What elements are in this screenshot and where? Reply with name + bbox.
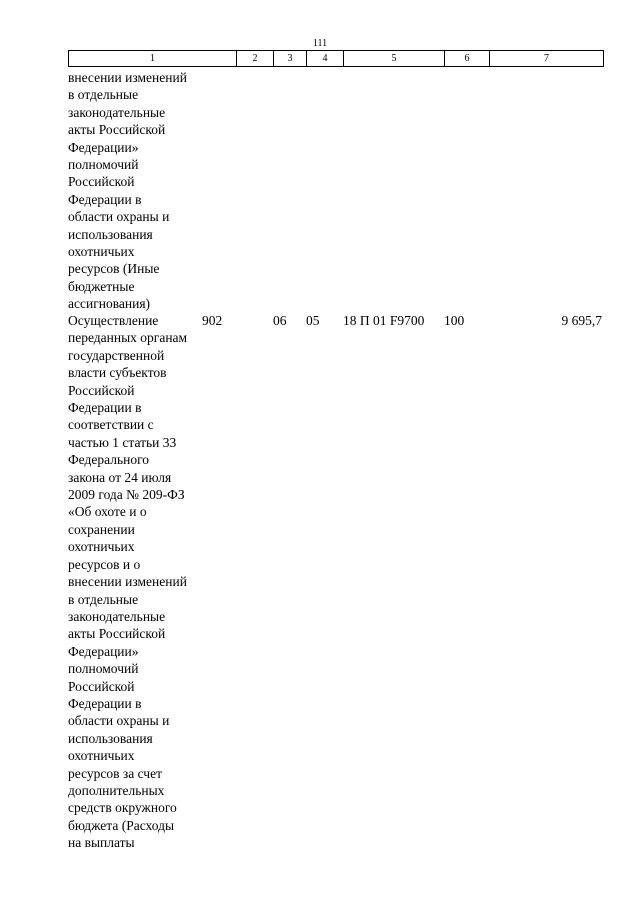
description-line: полномочий [68, 661, 139, 677]
description-line: охотничьих [68, 244, 135, 260]
description-line: бюджета (Расходы [68, 817, 175, 833]
description-line: средств окружного [68, 800, 177, 816]
description-line: Федерации в [68, 400, 142, 416]
row-2-description [68, 312, 187, 852]
description-line: Федерации» [68, 643, 139, 659]
description-line: Федерации в [68, 695, 142, 711]
description-line: Осуществление [68, 313, 159, 328]
description-line: 2009 года № 209-ФЗ [68, 487, 185, 503]
description-line: ассигнования) [68, 296, 151, 312]
row-2-section: 06 [273, 313, 287, 328]
description-line: внесении изменений [68, 574, 187, 590]
description-line: соответствии с [68, 417, 154, 433]
row-2-expense-type: 100 [444, 313, 465, 328]
description-line: ресурсов (Иные [68, 261, 160, 277]
description-line: Федерации» [68, 139, 139, 155]
column-header-2: 2 [237, 51, 274, 67]
column-header-1: 1 [69, 51, 237, 67]
row-2-subsection: 05 [306, 313, 320, 328]
description-line: «Об охоте и о [68, 504, 147, 520]
description-line: области охраны и [68, 713, 170, 729]
description-line: сохранении [68, 521, 135, 537]
description-line: бюджетные [68, 278, 135, 294]
description-line: внесении изменений [68, 70, 187, 85]
column-header-7: 7 [490, 51, 604, 67]
description-line: Российской [68, 174, 135, 190]
description-line: полномочий [68, 157, 139, 173]
description-line: использования [68, 226, 153, 242]
description-line: Федерации в [68, 191, 142, 207]
description-line: законодательные [68, 608, 166, 624]
row-1-description [68, 69, 187, 313]
description-line: в отдельные [68, 591, 139, 607]
description-line: области охраны и [68, 209, 170, 225]
description-line: ресурсов и о [68, 556, 141, 572]
description-line: акты Российской [68, 122, 166, 138]
row-2-ministry-code: 902 [202, 313, 223, 328]
page-number: 111 [312, 38, 328, 49]
description-line: власти субъектов [68, 365, 167, 381]
column-header-6: 6 [445, 51, 490, 67]
description-line: законодательные [68, 104, 166, 120]
description-line: охотничьих [68, 539, 135, 555]
description-line: использования [68, 730, 153, 746]
description-line: Российской [68, 678, 135, 694]
description-line: государственной [68, 347, 165, 363]
description-line: в отдельные [68, 87, 139, 103]
description-line: акты Российской [68, 626, 166, 642]
description-line: частью 1 статьи 33 [68, 434, 177, 450]
row-2-amount: 9 695,7 [561, 313, 602, 328]
description-line: закона от 24 июля [68, 469, 172, 485]
description-line: Федерального [68, 452, 150, 468]
column-header-4: 4 [307, 51, 344, 67]
column-header-3: 3 [274, 51, 307, 67]
column-header-5: 5 [344, 51, 445, 67]
description-line: переданных органам [68, 330, 188, 346]
column-header-row [68, 50, 604, 67]
description-line: на выплаты [68, 835, 135, 851]
description-line: Российской [68, 382, 135, 398]
description-line: дополнительных [68, 782, 165, 798]
description-line: охотничьих [68, 748, 135, 764]
description-line: ресурсов за счет [68, 765, 162, 781]
row-2-target-article: 18 П 01 F9700 [343, 313, 425, 328]
